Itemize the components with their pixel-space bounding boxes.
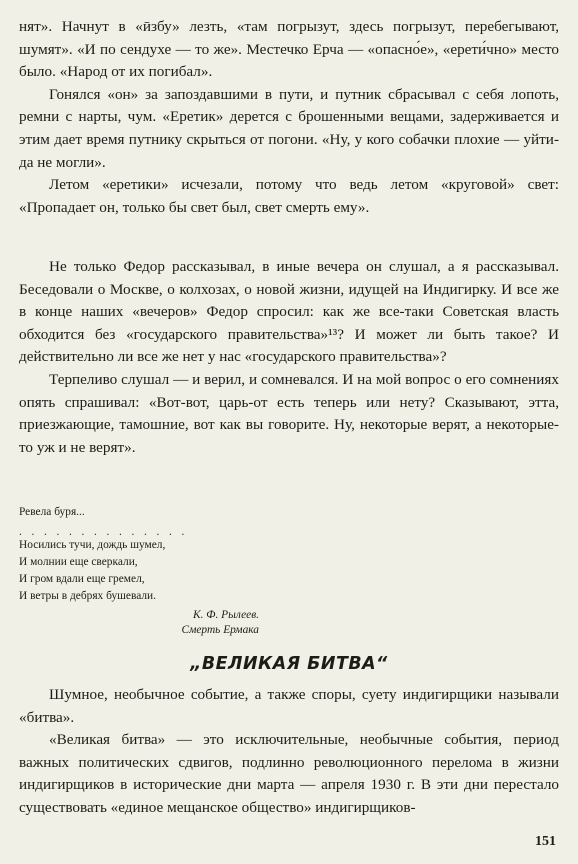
paragraph: Гонялся «он» за запоздавшими в пути, и путник сбрасывал с себя лопоть, ремни с нарты, чум. «Еретик» дерется с брошенными вещами, задерживается и этим дает время путнику скрыться от погони. «Ну, у кого собачки плохие — уйти-да не могли». <box>19 85 559 171</box>
epigraph-line: И гром вдали еще гремел, <box>19 573 145 585</box>
text-block-top <box>19 16 559 219</box>
page-number: 151 <box>535 834 556 849</box>
epigraph-lead: Ревела буря... <box>19 506 85 518</box>
epigraph <box>19 504 259 638</box>
epigraph-ellipsis: . . . . . . . . . . . . . . <box>19 526 188 538</box>
epigraph-source <box>19 608 259 638</box>
text-block-bottom <box>19 684 559 820</box>
text-block-middle <box>19 256 559 459</box>
paragraph: нят». Начнут в «ӣзбу» лезть, «там погрызут, здесь погрызут, перебегывают, шумят». «И по сендухе — то же». Местечко Ерча — «опасно́е», «ерети́чно» место было. «Народ от их погибал». <box>19 18 559 81</box>
epigraph-line: Носились тучи, дождь шумел, <box>19 539 166 551</box>
paragraph: Шумное, необычное событие, а также споры, суету индигирщики называли «битва». <box>19 686 559 726</box>
paragraph: «Великая битва» — это исключительные, необычные события, период важных политических сдвигов, подлинно революционного перелома в жизни индигирщиков в исторические дни марта — апреля 1930 г. В эти дни перестало существовать «единое мещанское общество» индигирщиков- <box>19 731 559 816</box>
section-heading: „ВЕЛИКАЯ БИТВА“ <box>190 654 388 674</box>
paragraph: Летом «еретики» исчезали, потому что ведь летом «круговой» свет: «Пропадает он, только бы свет был, свет смерть ему». <box>19 176 559 216</box>
paragraph: Терпеливо слушал — и верил, и сомневался. И на мой вопрос о его сомнениях опять спрашивал: «Вот-вот, царь-от есть теперь или нету? Сказывают, этта, приезжающие, тамошние, вот как вы говорите. Ну, некоторые верят, а некоторые-то уж и не верят». <box>19 370 559 456</box>
epigraph-line: И молнии еще сверкали, <box>19 556 138 568</box>
epigraph-line: И ветры в дебрях бушевали. <box>19 590 156 602</box>
epigraph-work: Смерть Ермака <box>181 624 259 636</box>
epigraph-author: К. Ф. Рылеев. <box>193 609 259 621</box>
paragraph: Не только Федор рассказывал, в иные вечера он слушал, а я рассказывал. Беседовали о Москве, о колхозах, о новой жизни, идущей на Индигирку. И все же в конце наших «вечеров» Федор спросил: как же все-таки Советская власть обходится без «государского правительства»¹³? И может ли быть такое? И действительно ли все же нет у нас «государского правительства»? <box>19 258 559 366</box>
